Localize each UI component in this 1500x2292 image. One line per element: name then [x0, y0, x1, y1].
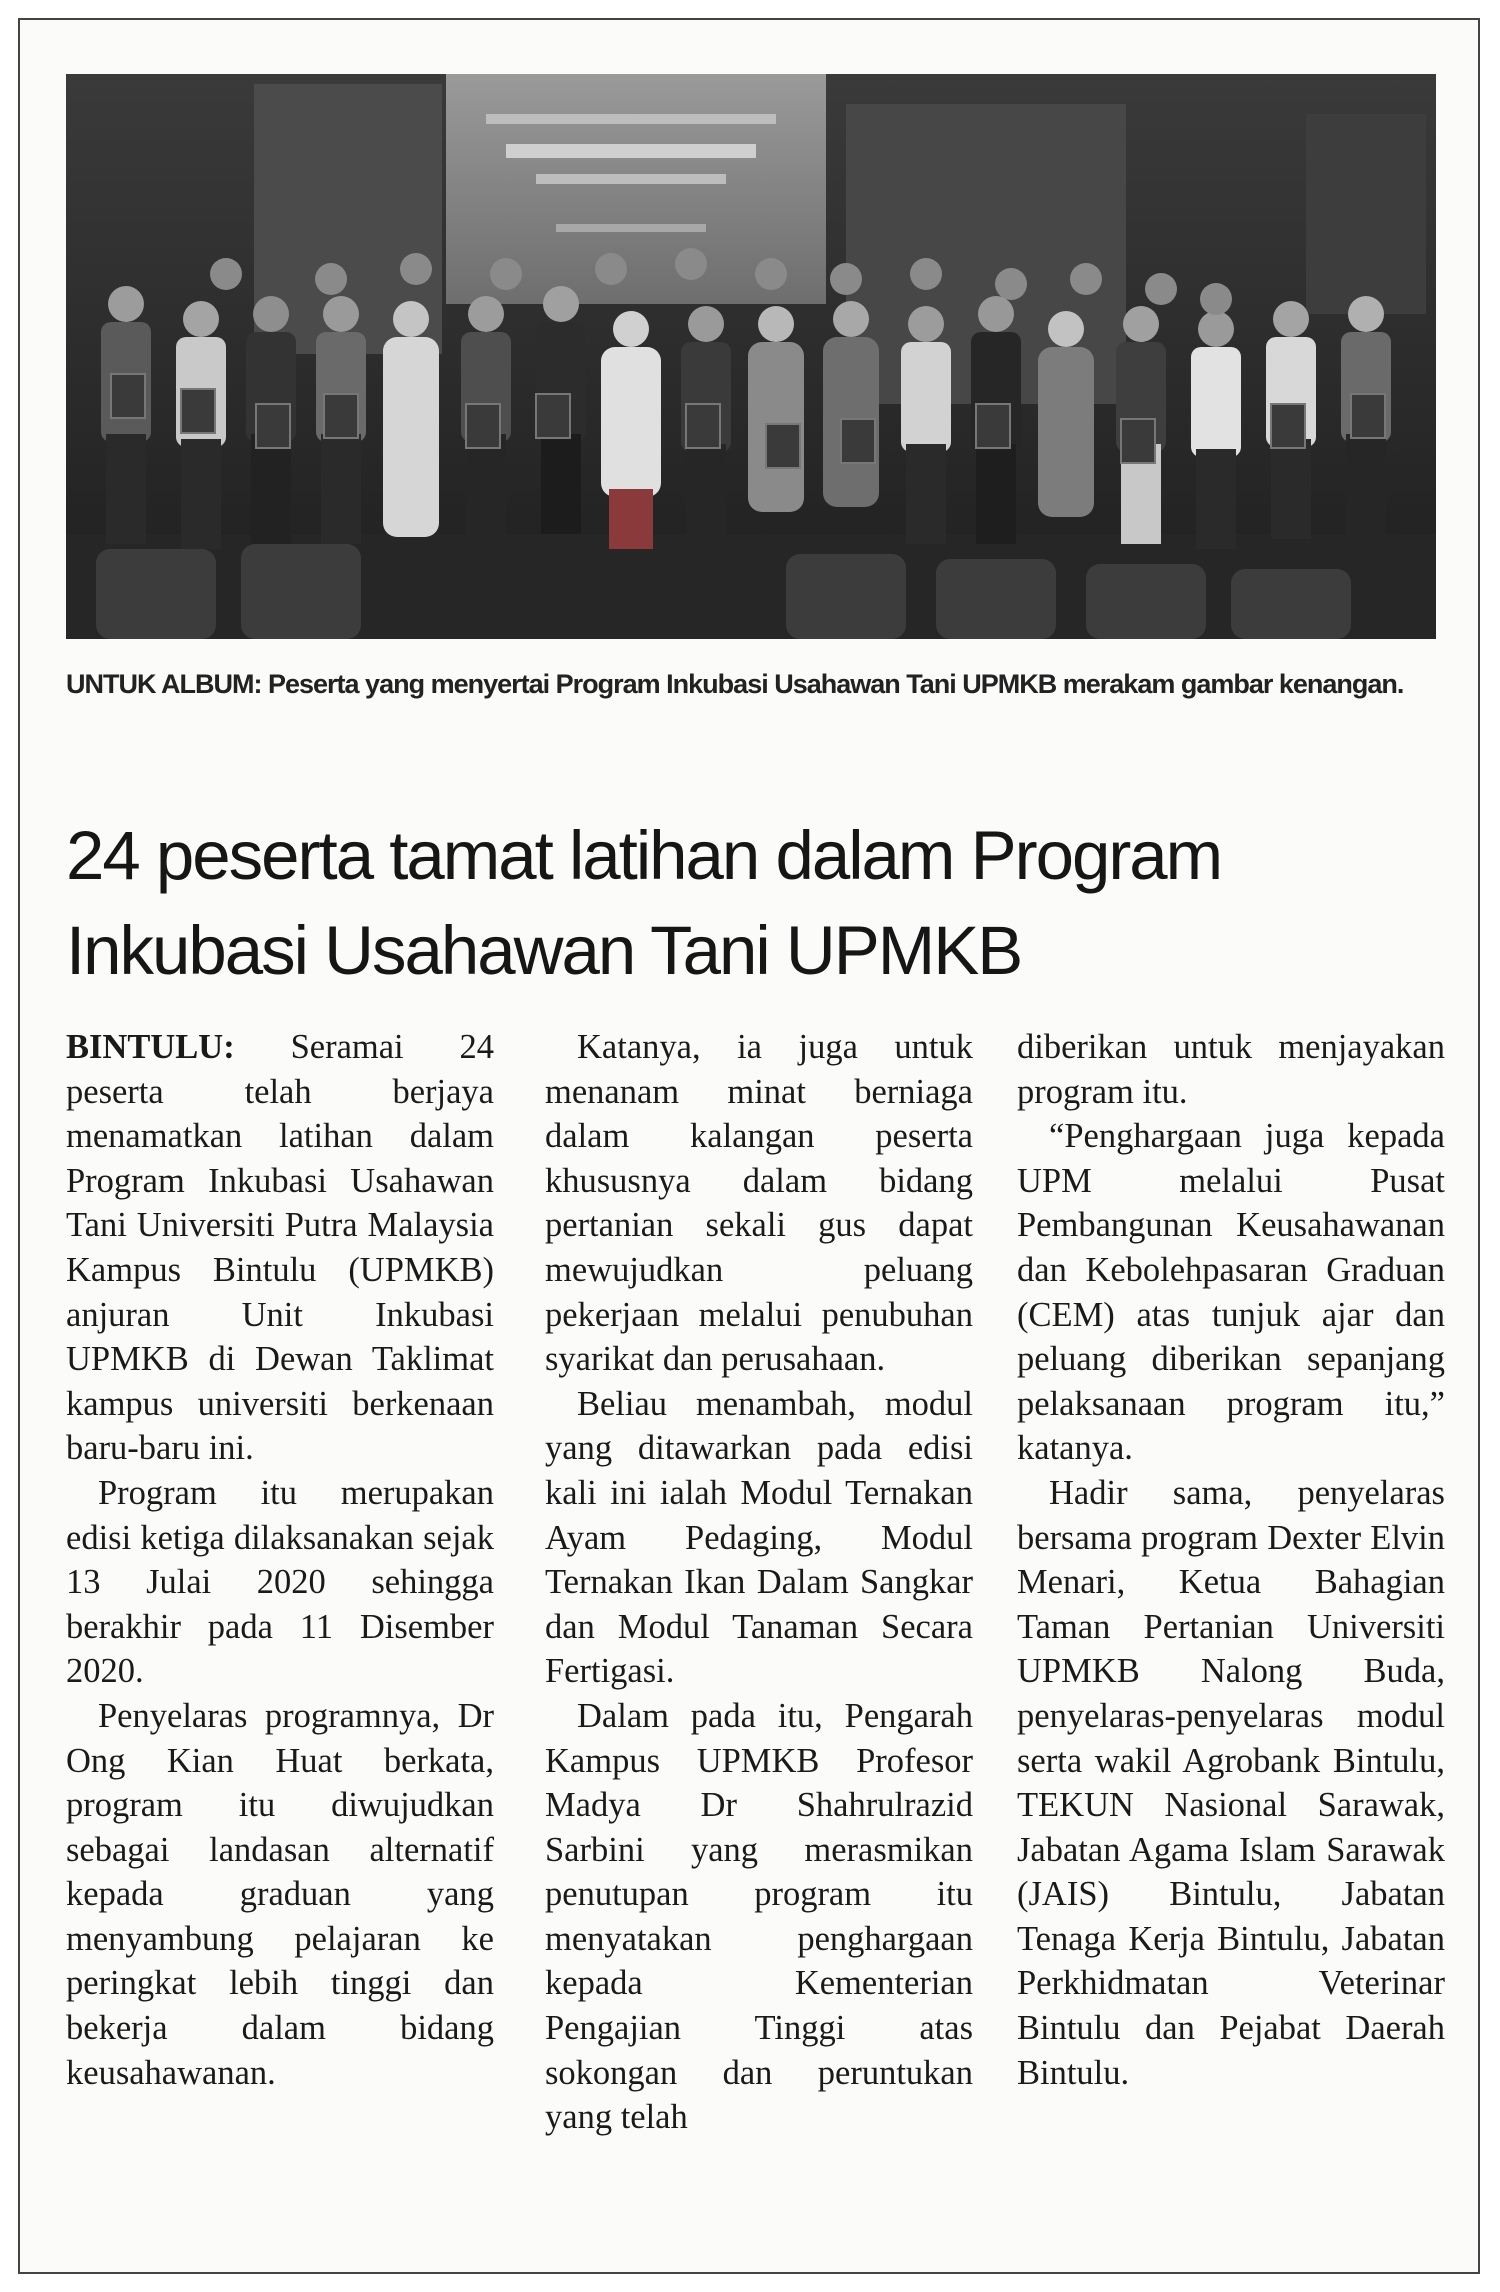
article-column-3: [1017, 1025, 1445, 2095]
paragraph: “Penghargaan juga kepada UPM melalui Pusat Pembangunan Keusahawanan dan Kebolehpasaran Graduan (CEM) atas tunjuk ajar dan peluang diberikan sepanjang pelaksanaan program itu,” katanya.: [1017, 1117, 1445, 1468]
paragraph: [66, 1025, 494, 1471]
paragraph: Dalam pada itu, Pengarah Kampus UPMKB Profesor Madya Dr Shahrulrazid Sarbini yang merasmikan penutupan program itu menyatakan penghargaan kepada Kementerian Pengajian Tinggi atas sokongan dan peruntukan yang telah: [545, 1696, 973, 2137]
paragraph-text: Seramai 24 peserta telah berjaya menamatkan latihan dalam Program Inkubasi Usahawan Tani Universiti Putra Malaysia Kampus Bintulu (UPMKB) anjuran Unit Inkubasi UPMKB di Dewan Taklimat kampus universiti berkenaan baru-baru ini.: [66, 1028, 494, 1468]
paragraph: Beliau menambah, modul yang ditawarkan pada edisi kali ini ialah Modul Ternakan Ayam Pedaging, Modul Ternakan Ikan Dalam Sangkar dan Modul Tanaman Secara Fertigasi.: [545, 1384, 973, 1691]
paragraph: Penyelaras programnya, Dr Ong Kian Huat berkata, program itu diwujudkan sebagai landasan alternatif kepada graduan yang menyambung pelajaran ke peringkat lebih tinggi dan bekerja dalam bidang keusahawanan.: [66, 1696, 494, 2092]
dateline: BINTULU:: [66, 1028, 235, 1066]
paragraph: Katanya, ia juga untuk menanam minat berniaga dalam kalangan peserta khususnya dalam bidang pertanian sekali gus dapat mewujudkan peluang pekerjaan melalui penubuhan syarikat dan perusahaan.: [545, 1028, 973, 1379]
paragraph: Program itu merupakan edisi ketiga dilaksanakan sejak 13 Julai 2020 sehingga berakhir pada 11 Disember 2020.: [66, 1473, 494, 1691]
group-photo: [66, 74, 1436, 639]
photo-caption: [66, 664, 1446, 705]
caption-label: UNTUK ALBUM:: [66, 669, 262, 699]
caption-text: Peserta yang menyertai Program Inkubasi Usahawan Tani UPMKB merakam gambar kenangan.: [267, 669, 1404, 699]
article-column-1: [66, 1025, 494, 2095]
paragraph: Hadir sama, penyelaras bersama program Dexter Elvin Menari, Ketua Bahagian Taman Pertanian Universiti UPMKB Nalong Buda, penyelaras-penyelaras modul serta wakil Agrobank Bintulu, TEKUN Nasional Sarawak, Jabatan Agama Islam Sarawak (JAIS) Bintulu, Jabatan Tenaga Kerja Bintulu, Jabatan Perkhidmatan Veterinar Bintulu dan Pejabat Daerah Bintulu.: [1017, 1473, 1445, 2092]
group-photo-illustration: [66, 74, 1436, 639]
paragraph: diberikan untuk menjayakan program itu.: [1017, 1028, 1445, 1111]
article-column-2: [545, 1025, 973, 2140]
headline: 24 peserta tamat latihan dalam Program Inkubasi Usahawan Tani UPMKB: [66, 817, 1222, 989]
